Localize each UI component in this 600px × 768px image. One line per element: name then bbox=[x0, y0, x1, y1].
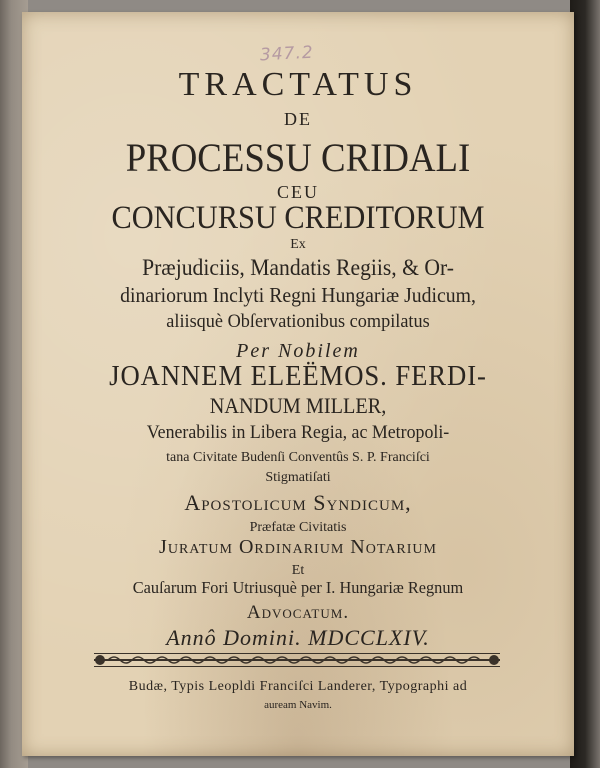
title-page bbox=[22, 12, 574, 756]
imprint-line-1: Budæ, Typis Leopldi Franciſci Landerer, Typographi ad bbox=[128, 679, 468, 694]
pencil-shelfmark: 347.2 bbox=[259, 42, 315, 66]
title-concursu-creditorum: CONCURSU CREDITORUM bbox=[111, 200, 485, 236]
author-title-line-2: tana Civitate Budenſi Conventûs S. P. Franciſci bbox=[166, 450, 430, 465]
subtitle-line-3: aliisquè Obſervationibus compilatus bbox=[166, 311, 430, 332]
author-title-line-1: Venerabilis in Libera Regia, ac Metropoli- bbox=[146, 422, 450, 443]
title-tractatus: TRACTATUS bbox=[178, 66, 418, 103]
title-de: DE bbox=[284, 109, 312, 129]
publication-year: Annô Domini. MDCCLXIV. bbox=[166, 625, 430, 650]
title-ex: Ex bbox=[290, 237, 306, 252]
author-role-syndicum: Apostolicum Syndicum, bbox=[184, 490, 412, 515]
author-role-advocatum: Advocatum. bbox=[246, 602, 350, 623]
subtitle-line-2: dinariorum Inclyti Regni Hungariæ Judicum, bbox=[120, 283, 476, 307]
author-role-notarium: Juratum Ordinarium Notarium bbox=[159, 536, 437, 558]
author-role-civitatis: Præfatæ Civitatis bbox=[249, 520, 347, 535]
ornament-rule-icon bbox=[94, 652, 500, 668]
author-name-line-1: JOANNEM ELEËMOS. FERDI- bbox=[109, 360, 487, 392]
book-cover-edge bbox=[570, 0, 600, 768]
subtitle-line-1: Præjudiciis, Mandatis Regiis, & Or- bbox=[142, 255, 454, 280]
author-role-et: Et bbox=[291, 563, 305, 578]
per-nobilem: Per Nobilem bbox=[236, 340, 360, 362]
author-title-line-3: Stigmatiſati bbox=[265, 470, 331, 485]
title-ceu: CEU bbox=[277, 182, 319, 202]
author-role-causarum: Cauſarum Fori Utriusquè per I. Hungariæ Regnum bbox=[132, 578, 464, 597]
imprint-line-2: auream Navim. bbox=[264, 699, 332, 711]
title-processu-cridali: PROCESSU CRIDALI bbox=[125, 135, 471, 180]
author-name-line-2: NANDUM MILLER, bbox=[209, 393, 387, 418]
